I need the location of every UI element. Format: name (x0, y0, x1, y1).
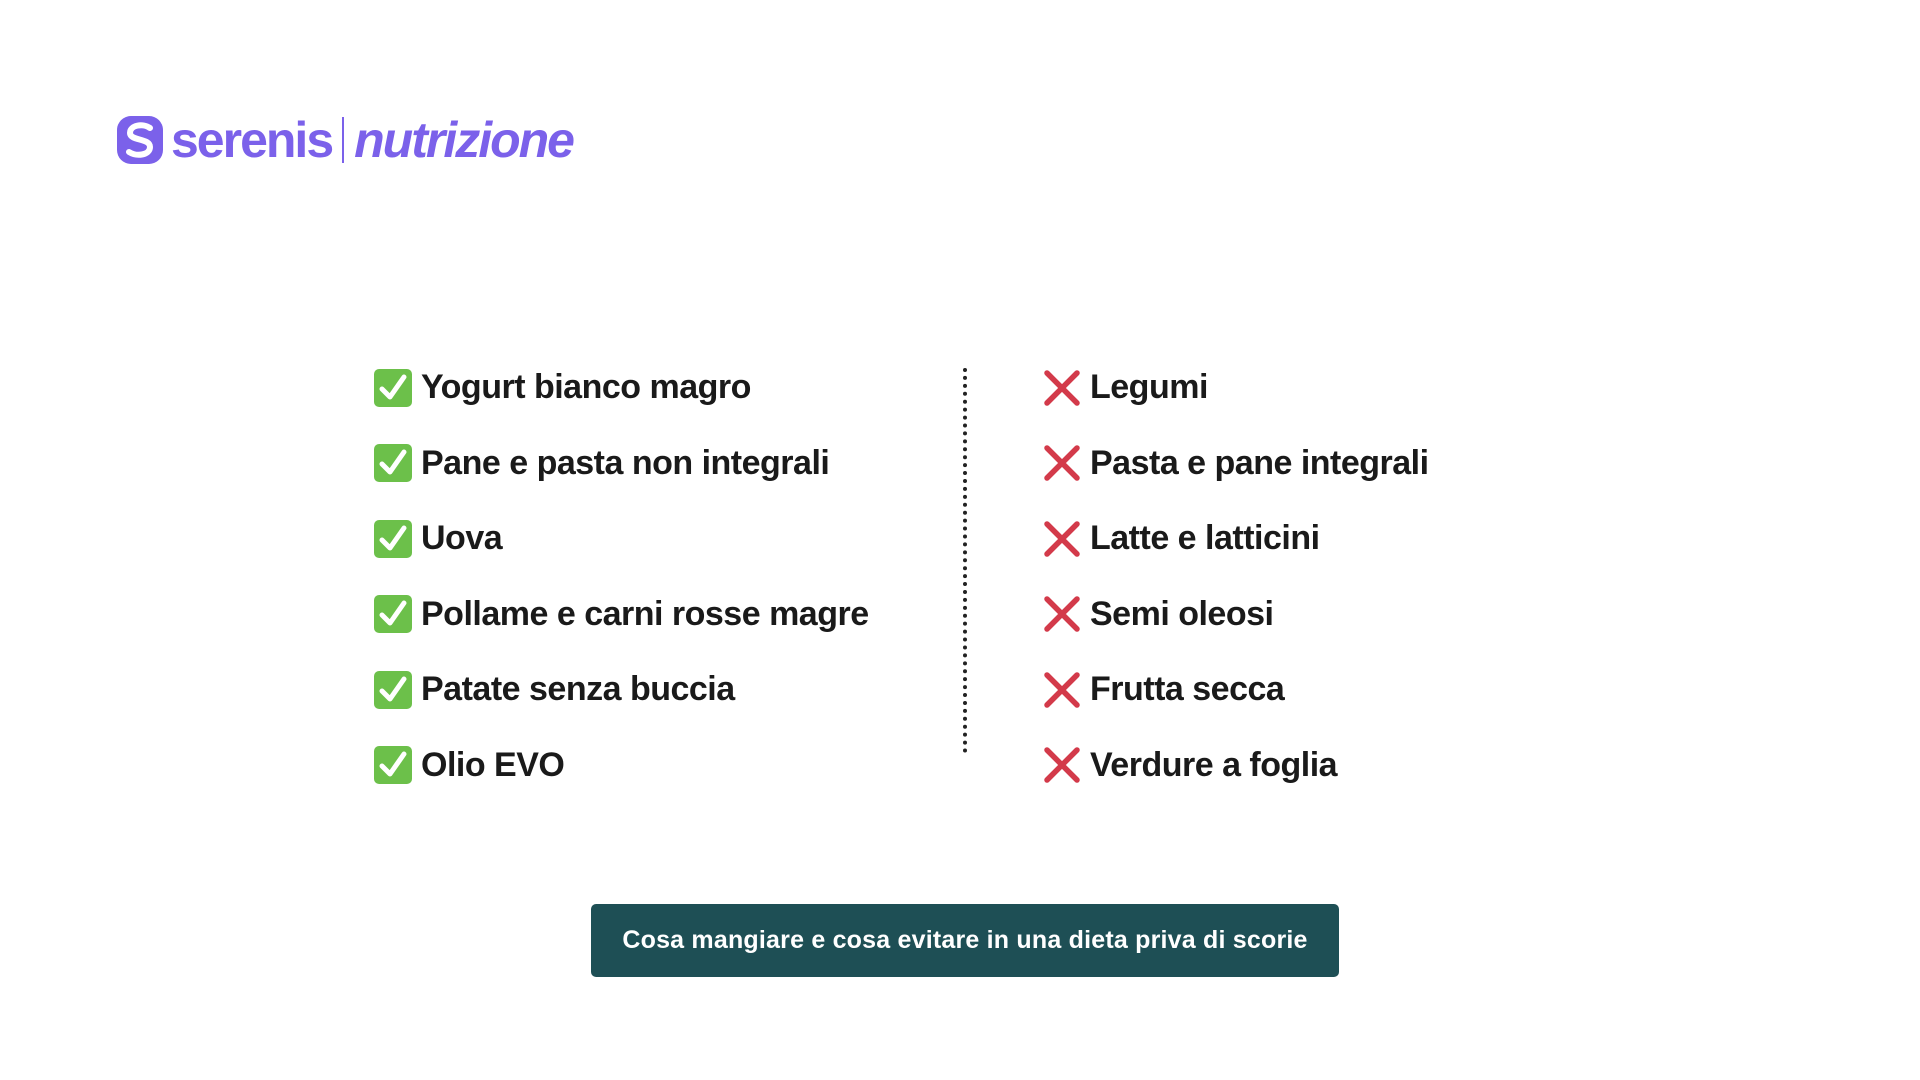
check-box-icon (373, 443, 413, 483)
cross-icon (1042, 745, 1082, 785)
check-box-icon (373, 519, 413, 559)
cross-icon (1042, 368, 1082, 408)
logo-sub-text: nutrizione (354, 112, 573, 168)
cross-icon (1042, 670, 1082, 710)
allowed-foods-list (373, 350, 869, 803)
list-item (1042, 350, 1429, 426)
list-item (1042, 577, 1429, 653)
caption-banner: Cosa mangiare e cosa evitare in una dieta priva di scorie (591, 904, 1339, 977)
allowed-item-label: Uova (421, 519, 503, 558)
avoid-item-label: Latte e latticini (1090, 519, 1320, 558)
dotted-divider (963, 368, 967, 753)
avoid-item-label: Verdure a foglia (1090, 745, 1338, 784)
list-item (373, 426, 869, 502)
logo-brand-text: serenis (171, 112, 333, 168)
list-item (1042, 426, 1429, 502)
avoid-item-label: Legumi (1090, 368, 1208, 407)
avoid-item-label: Frutta secca (1090, 670, 1285, 709)
allowed-item-label: Olio EVO (421, 745, 565, 784)
list-item (1042, 652, 1429, 728)
check-box-icon (373, 745, 413, 785)
avoid-foods-list (1042, 350, 1429, 803)
list-item (373, 728, 869, 804)
cross-icon (1042, 443, 1082, 483)
cross-icon (1042, 594, 1082, 634)
cross-icon (1042, 519, 1082, 559)
list-item (373, 501, 869, 577)
allowed-item-label: Pane e pasta non integrali (421, 443, 830, 482)
list-item (373, 350, 869, 426)
check-box-icon (373, 670, 413, 710)
list-item (373, 652, 869, 728)
logo (117, 112, 573, 168)
list-item (1042, 728, 1429, 804)
check-box-icon (373, 368, 413, 408)
check-box-icon (373, 594, 413, 634)
avoid-item-label: Semi oleosi (1090, 594, 1274, 633)
allowed-item-label: Patate senza buccia (421, 670, 735, 709)
serenis-logo-icon (117, 116, 163, 164)
allowed-item-label: Yogurt bianco magro (421, 368, 751, 407)
avoid-item-label: Pasta e pane integrali (1090, 443, 1429, 482)
allowed-item-label: Pollame e carni rosse magre (421, 594, 869, 633)
list-item (1042, 501, 1429, 577)
logo-separator (342, 117, 344, 163)
list-item (373, 577, 869, 653)
